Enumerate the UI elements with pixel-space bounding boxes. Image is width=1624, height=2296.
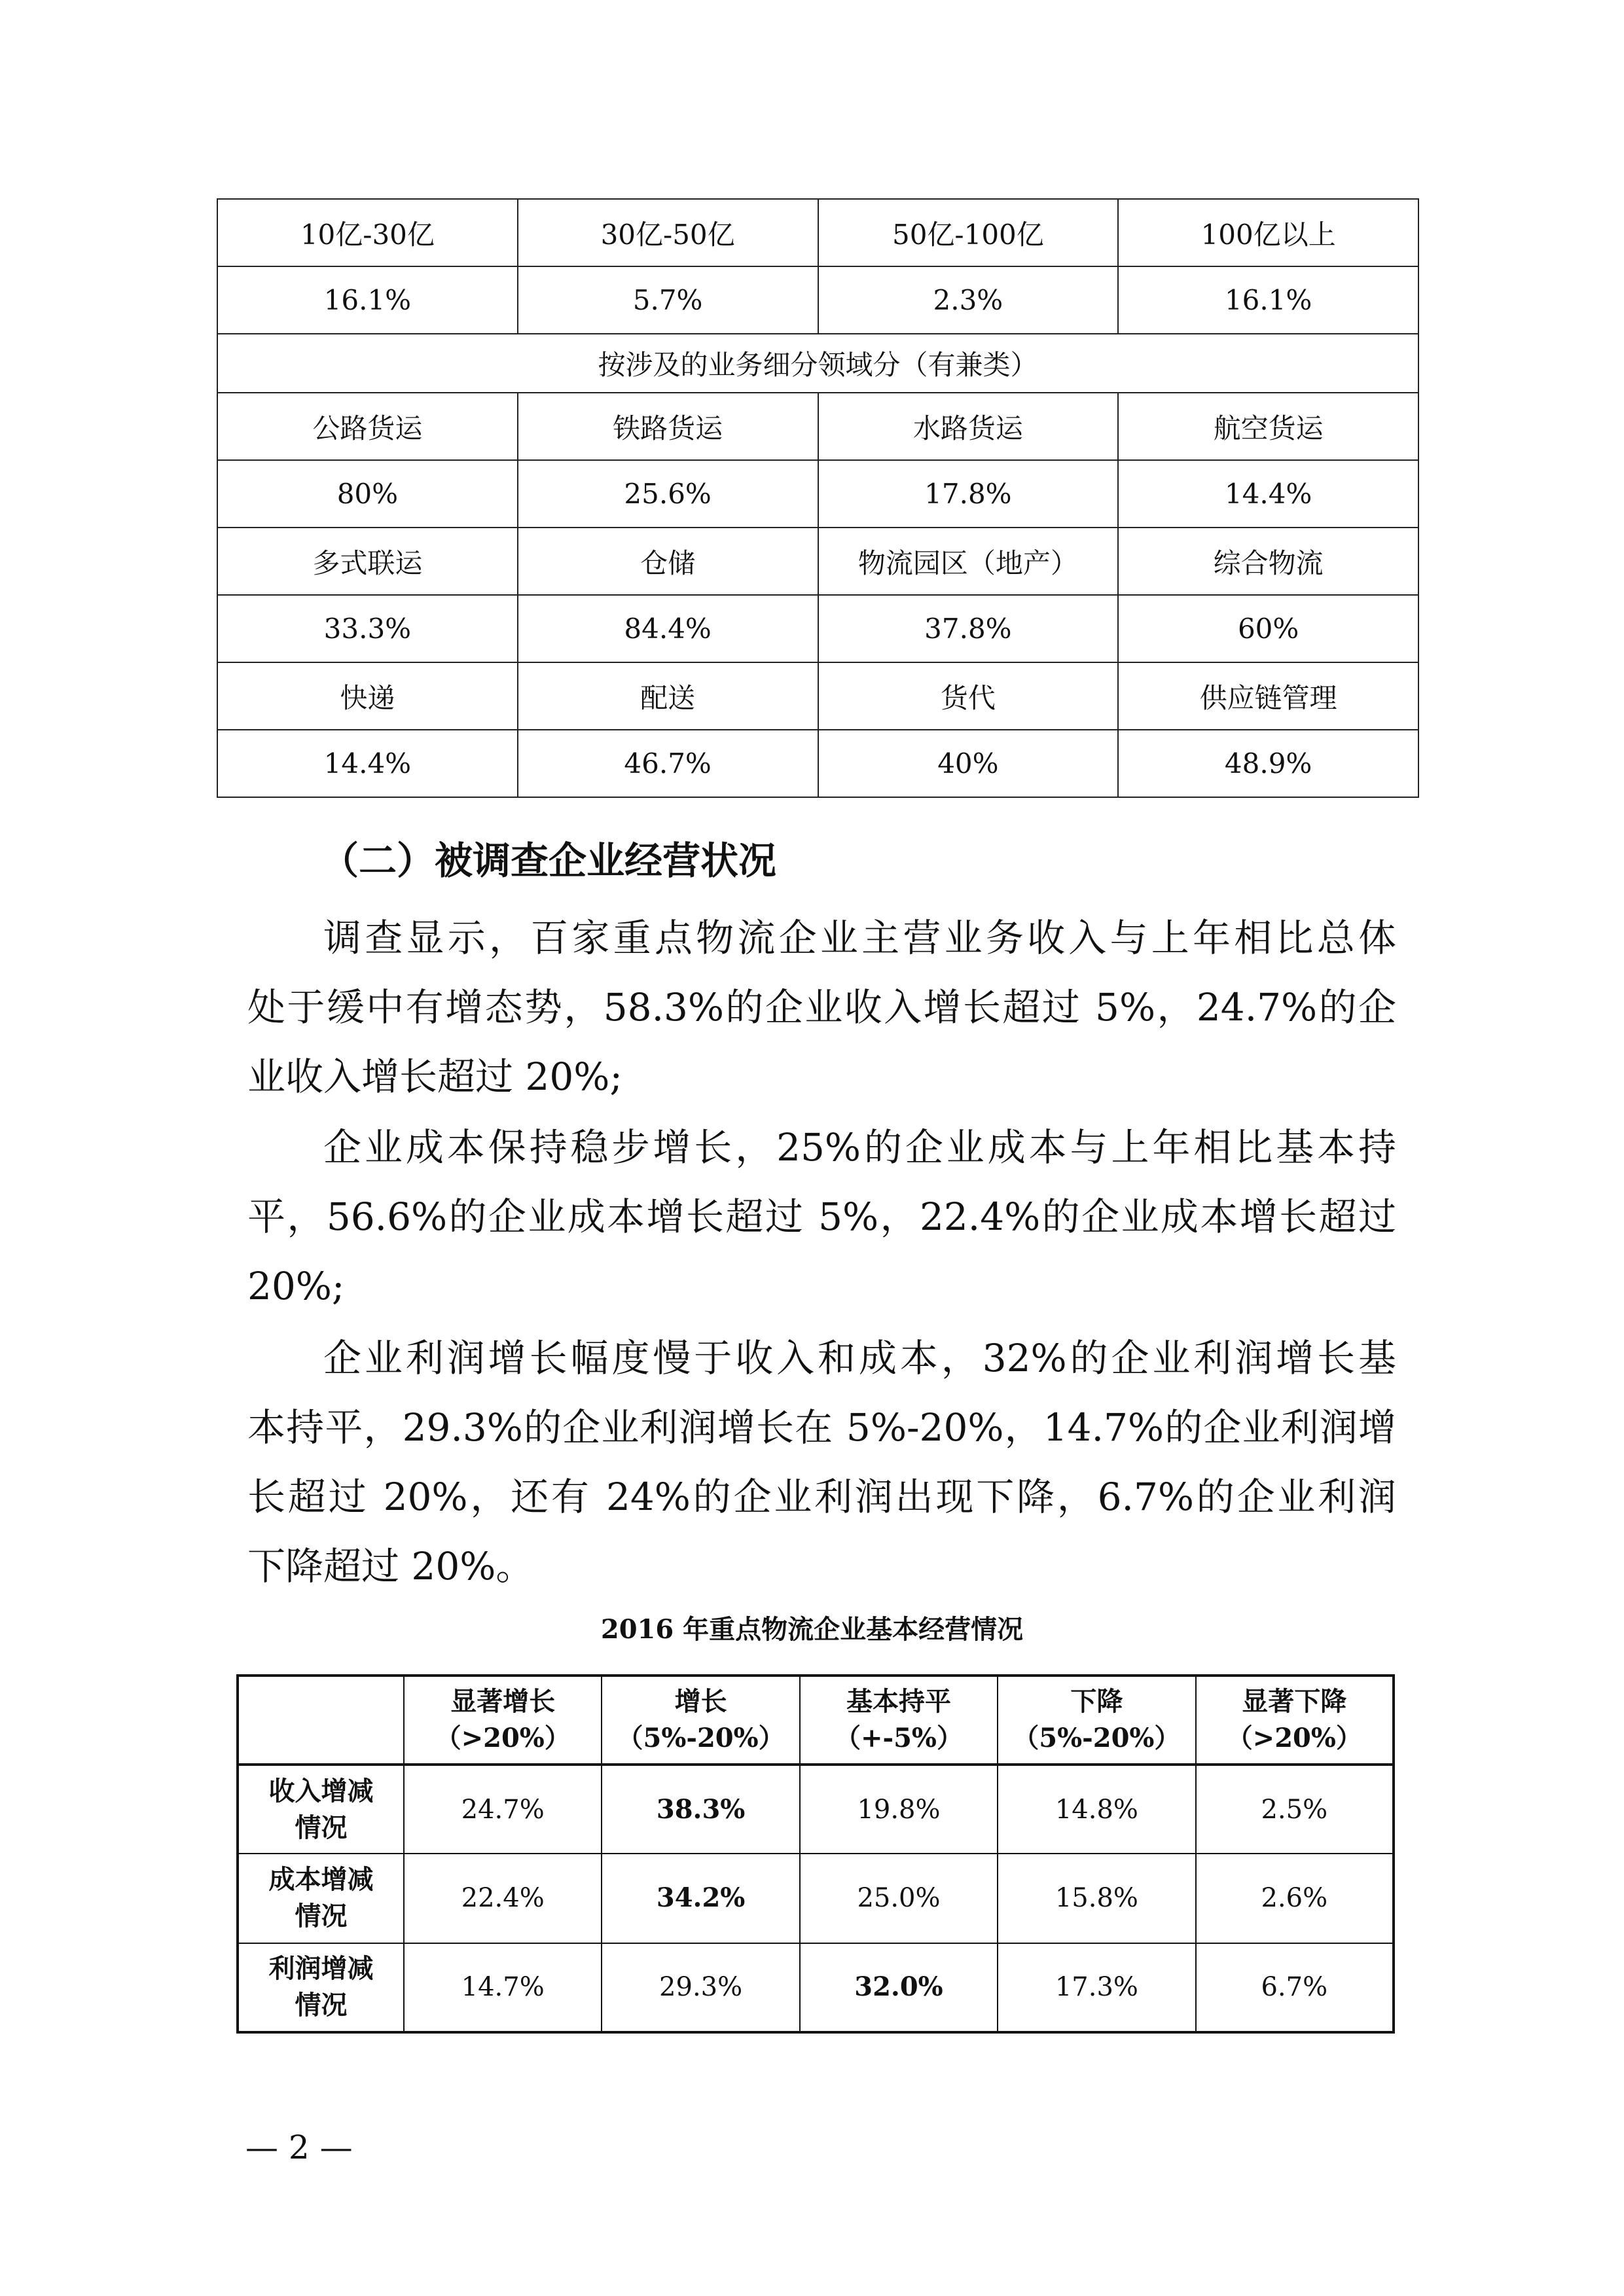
table-cell: 航空货运 [1118,393,1418,460]
table-cell: 供应链管理 [1118,662,1418,730]
table-cell: 公路货运 [217,393,518,460]
table-cell: 15.8% [998,1854,1195,1943]
table-cell: 6.7% [1196,1943,1394,2032]
column-header-title: 下降 [1070,1686,1123,1717]
paragraph-line: 下降超过 20%。 [247,1544,534,1588]
table-title: 2016 年重点物流企业基本经营情况 [600,1614,1024,1645]
table-cell: 48.9% [1118,730,1418,797]
table-cell: 2.5% [1196,1765,1394,1854]
table-cell: 22.4% [404,1854,602,1943]
table-cell: 16.1% [1118,266,1418,334]
table-cell: 34.2% [602,1854,799,1943]
table-cell: 仓储 [518,528,818,595]
table-cell: 30亿-50亿 [518,199,818,266]
table-cell: 14.8% [998,1765,1195,1854]
column-header-title: 基本持平 [846,1686,951,1717]
row-label-line: 情况 [295,1990,348,2021]
section-heading: （二）被调查企业经营状况 [321,838,777,883]
table-cell: 40% [818,730,1119,797]
column-header-title: 显著增长 [450,1686,556,1717]
paragraph-line: 20%; [247,1264,345,1308]
table-cell: 37.8% [818,595,1119,662]
table-row [217,393,1418,460]
table-cell: 50亿-100亿 [818,199,1119,266]
column-header-range: （>20%） [1226,1723,1362,1753]
column-header-range: （+-5%） [834,1723,963,1753]
table-header-row [238,1676,1394,1765]
table-cell: 24.7% [404,1765,602,1854]
table-row-cost [238,1854,1394,1943]
table-cell: 17.3% [998,1943,1195,2032]
column-header [602,1676,799,1765]
table-row [217,730,1418,797]
table-cell: 14.4% [217,730,518,797]
table-cell: 多式联运 [217,528,518,595]
operating-results-table [236,1674,1395,2034]
paragraph-revenue [247,903,1396,1111]
table-cell: 快递 [217,662,518,730]
table-cell: 33.3% [217,595,518,662]
column-header [800,1676,998,1765]
table-row [217,266,1418,334]
table-cell: 84.4% [518,595,818,662]
row-label-line: 利润增减 [268,1953,374,1984]
table-cell: 铁路货运 [518,393,818,460]
table-row-profit [238,1943,1394,2032]
table-row [217,460,1418,528]
table-cell: 16.1% [217,266,518,334]
table-cell: 46.7% [518,730,818,797]
table-cell: 32.0% [800,1943,998,2032]
paragraph-line: 本持平，29.3%的企业利润增长在 5%-20%，14.7%的企业利润增 [247,1405,1396,1450]
row-label-line: 情况 [295,1812,348,1843]
table-cell: 19.8% [800,1765,998,1854]
row-label-line: 收入增减 [268,1775,374,1806]
table-cell: 10亿-30亿 [217,199,518,266]
paragraph-line: 平，56.6%的企业成本增长超过 5%，22.4%的企业成本增长超过 [247,1194,1396,1239]
table-cell: 货代 [818,662,1119,730]
table-cell: 100亿以上 [1118,199,1418,266]
paragraph-line: 处于缓中有增态势，58.3%的企业收入增长超过 5%，24.7%的企 [247,985,1396,1030]
table-cell: 17.8% [818,460,1119,528]
table-cell: 25.6% [518,460,818,528]
column-header [1196,1676,1394,1765]
paragraph-profit [247,1323,1396,1601]
page-number: — 2 — [245,2128,353,2166]
business-scope-table [217,198,1419,798]
column-header [404,1676,602,1765]
column-header-title: 显著下降 [1242,1686,1347,1717]
paragraph-line: 调查显示，百家重点物流企业主营业务收入与上年相比总体 [323,916,1396,960]
table-row [217,595,1418,662]
table-row [217,528,1418,595]
table-cell: 5.7% [518,266,818,334]
table-cell: 综合物流 [1118,528,1418,595]
table-cell: 25.0% [800,1854,998,1943]
column-header-title: 增长 [674,1686,727,1717]
table-cell: 14.4% [1118,460,1418,528]
table-row-revenue [238,1765,1394,1854]
table-cell: 物流园区（地产） [818,528,1119,595]
table-cell: 14.7% [404,1943,602,2032]
table-cell: 2.6% [1196,1854,1394,1943]
row-label [238,1943,404,2032]
table-section-row [217,334,1418,393]
row-label-line: 成本增减 [268,1864,374,1895]
row-label [238,1854,404,1943]
table-row [217,199,1418,266]
paragraph-line: 企业利润增长幅度慢于收入和成本，32%的企业利润增长基 [323,1336,1396,1380]
row-label-line: 情况 [295,1901,348,1932]
table-cell: 2.3% [818,266,1119,334]
table-cell: 配送 [518,662,818,730]
column-header-range: （>20%） [435,1723,571,1753]
table-cell: 水路货运 [818,393,1119,460]
table-corner-cell [238,1676,404,1765]
table-cell: 60% [1118,595,1418,662]
column-header-range: （5%-20%） [617,1723,785,1753]
table-cell: 29.3% [602,1943,799,2032]
table-row [217,662,1418,730]
column-header-range: （5%-20%） [1013,1723,1181,1753]
paragraph-line: 企业成本保持稳步增长，25%的企业成本与上年相比基本持 [323,1125,1396,1170]
column-header [998,1676,1195,1765]
row-label [238,1765,404,1854]
section-label: 按涉及的业务细分领域分（有兼类） [217,334,1418,393]
paragraph-line: 长超过 20%，还有 24%的企业利润出现下降，6.7%的企业利润 [247,1475,1396,1519]
paragraph-cost [247,1113,1396,1321]
table-cell: 80% [217,460,518,528]
paragraph-line: 业收入增长超过 20%; [247,1054,623,1099]
table-cell: 38.3% [602,1765,799,1854]
